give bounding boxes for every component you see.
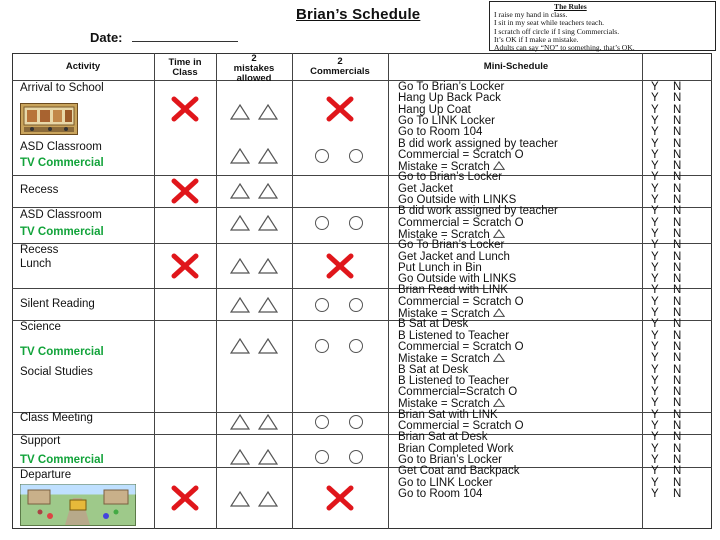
- header-time-in-class: Time in Class: [168, 57, 202, 78]
- mini-schedule-text: Get Jacket and Lunch: [398, 250, 510, 263]
- circle-icon[interactable]: [315, 216, 329, 230]
- no-option[interactable]: N: [673, 216, 682, 229]
- yes-option[interactable]: Y: [651, 239, 659, 252]
- triangle-icon: [493, 161, 505, 170]
- circle-icon[interactable]: [349, 339, 363, 353]
- red-x-icon: [325, 253, 355, 279]
- no-option[interactable]: N: [673, 487, 682, 500]
- mini-schedule-text: Get Jacket: [398, 182, 453, 195]
- yes-option[interactable]: Y: [651, 420, 659, 432]
- mini-schedule-text: Mistake = Scratch: [398, 398, 490, 411]
- triangle-icon[interactable]: [230, 297, 250, 313]
- no-option[interactable]: N: [673, 340, 682, 353]
- yes-option[interactable]: Y: [651, 465, 659, 478]
- mini-schedule-text: Go To LINK Locker: [398, 114, 495, 127]
- yes-option[interactable]: Y: [651, 374, 659, 387]
- yes-option[interactable]: Y: [651, 171, 659, 184]
- no-option[interactable]: N: [673, 137, 682, 150]
- mini-schedule-text: Mistake = Scratch: [398, 161, 490, 174]
- triangle-icon[interactable]: [258, 258, 278, 274]
- mini-schedule-item: [398, 297, 524, 308]
- red-x-icon: [325, 485, 355, 511]
- triangle-icon[interactable]: [258, 215, 278, 231]
- yes-option[interactable]: Y: [651, 182, 659, 195]
- yes-option[interactable]: Y: [651, 408, 659, 421]
- no-option[interactable]: N: [673, 374, 682, 387]
- no-option[interactable]: N: [673, 148, 682, 161]
- yes-option[interactable]: Y: [651, 386, 659, 399]
- mini-schedule-item: [398, 218, 524, 229]
- bus-stop-picture: [20, 484, 136, 526]
- circle-icon[interactable]: [315, 415, 329, 429]
- yes-option[interactable]: Y: [651, 476, 659, 489]
- column-divider: [388, 53, 389, 529]
- triangle-icon[interactable]: [230, 338, 250, 354]
- no-option[interactable]: N: [673, 273, 682, 286]
- no-option[interactable]: N: [673, 329, 682, 342]
- yes-option[interactable]: Y: [651, 329, 659, 342]
- no-option[interactable]: N: [673, 194, 682, 206]
- row-divider: [12, 434, 712, 435]
- yes-option[interactable]: Y: [651, 363, 659, 376]
- triangle-icon[interactable]: [258, 414, 278, 430]
- no-option[interactable]: N: [673, 420, 682, 432]
- yes-option[interactable]: Y: [651, 81, 659, 93]
- triangle-icon[interactable]: [258, 297, 278, 313]
- yes-option[interactable]: Y: [651, 126, 659, 139]
- no-option[interactable]: N: [673, 476, 682, 489]
- yes-option[interactable]: Y: [651, 92, 659, 105]
- activity-label: Recess: [20, 244, 59, 256]
- mini-schedule-text: Commercial = Scratch O: [398, 148, 524, 161]
- no-option[interactable]: N: [673, 442, 682, 455]
- triangle-icon[interactable]: [230, 491, 250, 507]
- yes-option[interactable]: Y: [651, 295, 659, 308]
- no-option[interactable]: N: [673, 318, 682, 331]
- circle-icon[interactable]: [349, 216, 363, 230]
- mini-schedule-text: Commercial = Scratch O: [398, 295, 524, 308]
- activity-label: Silent Reading: [20, 298, 95, 310]
- yes-option[interactable]: Y: [651, 487, 659, 500]
- mini-schedule-text: B did work assigned by teacher: [398, 137, 558, 150]
- mini-schedule-text: Go to Room 104: [398, 126, 483, 139]
- mini-schedule-text: Brian Read with LINK: [398, 284, 508, 297]
- triangle-icon: [493, 308, 505, 317]
- activity-label-tv-commercial: TV Commercial: [20, 157, 104, 169]
- yes-option[interactable]: Y: [651, 148, 659, 161]
- row-divider: [12, 320, 712, 321]
- triangle-icon[interactable]: [258, 104, 278, 120]
- circle-icon[interactable]: [349, 149, 363, 163]
- activity-label: Arrival to School: [20, 82, 104, 94]
- date-label: Date:: [90, 30, 123, 45]
- triangle-icon[interactable]: [258, 338, 278, 354]
- mini-schedule-text: Brian Sat with LINK: [398, 408, 498, 421]
- triangle-icon[interactable]: [230, 148, 250, 164]
- no-option[interactable]: N: [673, 239, 682, 252]
- activity-label: ASD Classroom: [20, 141, 102, 153]
- yes-option[interactable]: Y: [651, 261, 659, 274]
- triangle-icon[interactable]: [230, 258, 250, 274]
- mini-schedule-text: Go To Brian’s Locker: [398, 81, 505, 93]
- mini-schedule-text: Commercial = Scratch O: [398, 216, 524, 229]
- red-x-icon: [170, 178, 200, 204]
- triangle-icon[interactable]: [258, 183, 278, 199]
- triangle-icon: [493, 229, 505, 238]
- yes-option[interactable]: Y: [651, 307, 659, 319]
- mini-schedule-item: [398, 150, 524, 161]
- no-option[interactable]: N: [673, 307, 682, 319]
- row-divider: [12, 80, 712, 81]
- triangle-icon[interactable]: [230, 449, 250, 465]
- yes-option[interactable]: Y: [651, 160, 659, 173]
- yes-option[interactable]: Y: [651, 114, 659, 127]
- mini-schedule-text: Go to LINK Locker: [398, 476, 493, 489]
- header-commercials: 2 Commercials: [310, 56, 370, 77]
- rules-heading: The Rules: [554, 2, 587, 11]
- mini-schedule-text: Go To Brian’s Locker: [398, 239, 505, 252]
- no-option[interactable]: N: [673, 431, 682, 444]
- row-divider: [12, 175, 712, 176]
- row-divider: [12, 207, 712, 208]
- yes-option[interactable]: Y: [651, 431, 659, 444]
- header-mistakes: 2 mistakes allowed: [233, 53, 275, 84]
- triangle-icon[interactable]: [230, 183, 250, 199]
- yes-option[interactable]: Y: [651, 205, 659, 218]
- no-option[interactable]: N: [673, 81, 682, 93]
- mini-schedule-text: Go Outside with LINKS: [398, 194, 517, 206]
- mini-schedule-text: Go to Brian’s Locker: [398, 453, 502, 466]
- mini-schedule-text: Commercial = Scratch O: [398, 340, 524, 353]
- column-divider: [292, 53, 293, 529]
- no-option[interactable]: N: [673, 408, 682, 421]
- no-option[interactable]: N: [673, 160, 682, 173]
- mini-schedule-text: Commercial=Scratch O: [398, 386, 518, 399]
- mini-schedule-text: Go to Brian’s Locker: [398, 171, 502, 184]
- triangle-icon[interactable]: [258, 491, 278, 507]
- activity-label-tv-commercial: TV Commercial: [20, 346, 104, 358]
- yes-option[interactable]: Y: [651, 194, 659, 206]
- red-x-icon: [325, 96, 355, 122]
- row-divider: [12, 243, 712, 244]
- triangle-icon[interactable]: [230, 104, 250, 120]
- activity-label: Lunch: [20, 258, 52, 270]
- no-option[interactable]: N: [673, 284, 682, 297]
- yes-option[interactable]: Y: [651, 442, 659, 455]
- no-option[interactable]: N: [673, 182, 682, 195]
- triangle-icon: [493, 398, 505, 407]
- no-option[interactable]: N: [673, 92, 682, 105]
- no-option[interactable]: N: [673, 261, 682, 274]
- triangle-icon[interactable]: [230, 215, 250, 231]
- triangle-icon: [493, 353, 505, 362]
- no-option[interactable]: N: [673, 397, 682, 410]
- triangle-icon[interactable]: [258, 449, 278, 465]
- header-activity: Activity: [65, 61, 101, 72]
- yes-option[interactable]: Y: [651, 227, 659, 240]
- mini-schedule-text: Mistake = Scratch: [398, 353, 490, 366]
- mini-schedule-text: Brian Completed Work: [398, 442, 514, 455]
- no-option[interactable]: N: [673, 386, 682, 399]
- mini-schedule-text: Mistake = Scratch: [398, 308, 490, 320]
- yes-option[interactable]: Y: [651, 453, 659, 466]
- mini-schedule-text: Hang Up Coat: [398, 103, 471, 116]
- yes-option[interactable]: Y: [651, 318, 659, 331]
- yes-option[interactable]: Y: [651, 137, 659, 150]
- yes-option[interactable]: Y: [651, 250, 659, 263]
- mini-schedule-text: Commercial = Scratch O: [398, 420, 524, 432]
- yes-option[interactable]: Y: [651, 216, 659, 229]
- no-option[interactable]: N: [673, 227, 682, 240]
- no-option[interactable]: N: [673, 465, 682, 478]
- yes-option[interactable]: Y: [651, 397, 659, 410]
- mini-schedule-text: B did work assigned by teacher: [398, 205, 558, 218]
- circle-icon[interactable]: [315, 149, 329, 163]
- column-divider: [642, 53, 643, 529]
- activity-label: Departure: [20, 469, 72, 481]
- mini-schedule-text: B Sat at Desk: [398, 363, 469, 376]
- mini-schedule-item: [398, 387, 517, 398]
- activity-label: Social Studies: [20, 366, 93, 378]
- mini-schedule-text: Brian Sat at Desk: [398, 431, 488, 444]
- activity-label: Support: [20, 435, 61, 447]
- row-divider: [12, 412, 712, 413]
- row-divider: [12, 467, 712, 468]
- no-option[interactable]: N: [673, 171, 682, 184]
- mini-schedule-text: Hang Up Back Pack: [398, 92, 501, 105]
- activity-label: Class Meeting: [20, 412, 93, 424]
- rule-line: Adults can say “NO” to something, that’s OK.: [494, 43, 635, 53]
- yes-option[interactable]: Y: [651, 340, 659, 353]
- no-option[interactable]: N: [673, 453, 682, 466]
- no-option[interactable]: N: [673, 126, 682, 139]
- yes-option[interactable]: Y: [651, 352, 659, 365]
- red-x-icon: [170, 253, 200, 279]
- yes-option[interactable]: Y: [651, 103, 659, 116]
- activity-label: Recess: [20, 184, 59, 196]
- header-mini-schedule: Mini-Schedule: [483, 61, 549, 72]
- no-option[interactable]: N: [673, 205, 682, 218]
- mini-schedule-text: Mistake = Scratch: [398, 228, 490, 241]
- rule-line: It’s OK if I make a mistake.: [494, 34, 579, 44]
- activity-label: Science: [20, 321, 61, 333]
- triangle-icon[interactable]: [258, 148, 278, 164]
- activity-label-tv-commercial: TV Commercial: [20, 454, 104, 466]
- red-x-icon: [170, 96, 200, 122]
- circle-icon[interactable]: [315, 298, 329, 312]
- rule-line: I scratch off circle if I sing Commercials.: [494, 26, 620, 36]
- mini-schedule-text: Go Outside with LINKS: [398, 273, 517, 286]
- no-option[interactable]: N: [673, 295, 682, 308]
- mini-schedule-text: B Listened to Teacher: [398, 374, 510, 387]
- no-option[interactable]: N: [673, 363, 682, 376]
- column-divider: [216, 53, 217, 529]
- mini-schedule-text: B Listened to Teacher: [398, 329, 510, 342]
- mini-schedule-text: Get Coat and Backpack: [398, 465, 520, 478]
- classroom-picture: [20, 103, 78, 135]
- activity-label-tv-commercial: TV Commercial: [20, 226, 104, 238]
- mini-schedule-item: [398, 342, 524, 353]
- no-option[interactable]: N: [673, 103, 682, 116]
- triangle-icon[interactable]: [230, 414, 250, 430]
- mini-schedule-item: [398, 489, 482, 500]
- page-title: Brian’s Schedule: [296, 6, 421, 23]
- yes-option[interactable]: Y: [651, 284, 659, 297]
- circle-icon[interactable]: [349, 450, 363, 464]
- circle-icon[interactable]: [315, 450, 329, 464]
- activity-label: ASD Classroom: [20, 209, 102, 221]
- no-option[interactable]: N: [673, 114, 682, 127]
- red-x-icon: [170, 485, 200, 511]
- circle-icon[interactable]: [315, 339, 329, 353]
- mini-schedule-text: Put Lunch in Bin: [398, 261, 482, 274]
- column-divider: [154, 53, 155, 529]
- no-option[interactable]: N: [673, 352, 682, 365]
- mini-schedule-text: Go to Room 104: [398, 487, 483, 500]
- circle-icon[interactable]: [349, 298, 363, 312]
- rule-line: I raise my hand in class.: [494, 10, 568, 20]
- circle-icon[interactable]: [349, 415, 363, 429]
- row-divider: [12, 288, 712, 289]
- no-option[interactable]: N: [673, 250, 682, 263]
- mini-schedule-text: B Sat at Desk: [398, 318, 469, 331]
- date-field-line[interactable]: [132, 41, 238, 42]
- rules-box: [489, 1, 716, 51]
- yes-option[interactable]: Y: [651, 273, 659, 286]
- rule-line: I sit in my seat while teachers teach.: [494, 18, 605, 28]
